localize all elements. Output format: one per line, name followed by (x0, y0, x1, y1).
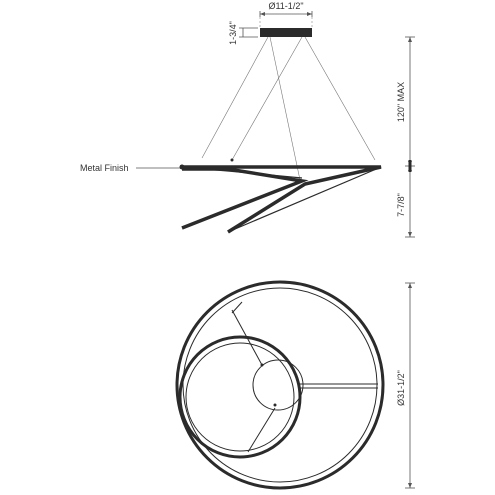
metal-finish-callout (80, 163, 180, 173)
zigzag-light-body (180, 159, 382, 233)
max-height-label: 120" MAX (396, 81, 406, 123)
canopy-diameter-label: Ø11-1/2" (268, 1, 304, 11)
canopy (260, 28, 312, 37)
overall-diameter-label: Ø31-1/2" (396, 370, 406, 406)
overall-diameter-dimension (396, 283, 415, 488)
plan-view (177, 282, 383, 488)
canopy-height-label: 1-3/4" (228, 21, 238, 45)
canopy-diameter-dimension (260, 1, 312, 27)
suspension-cables (202, 37, 375, 180)
metal-finish-label: Metal Finish (80, 163, 129, 173)
height-dimensions (396, 37, 415, 237)
fixture-height-label: 7-7/8" (396, 193, 406, 217)
canopy-height-dimension (228, 21, 258, 45)
